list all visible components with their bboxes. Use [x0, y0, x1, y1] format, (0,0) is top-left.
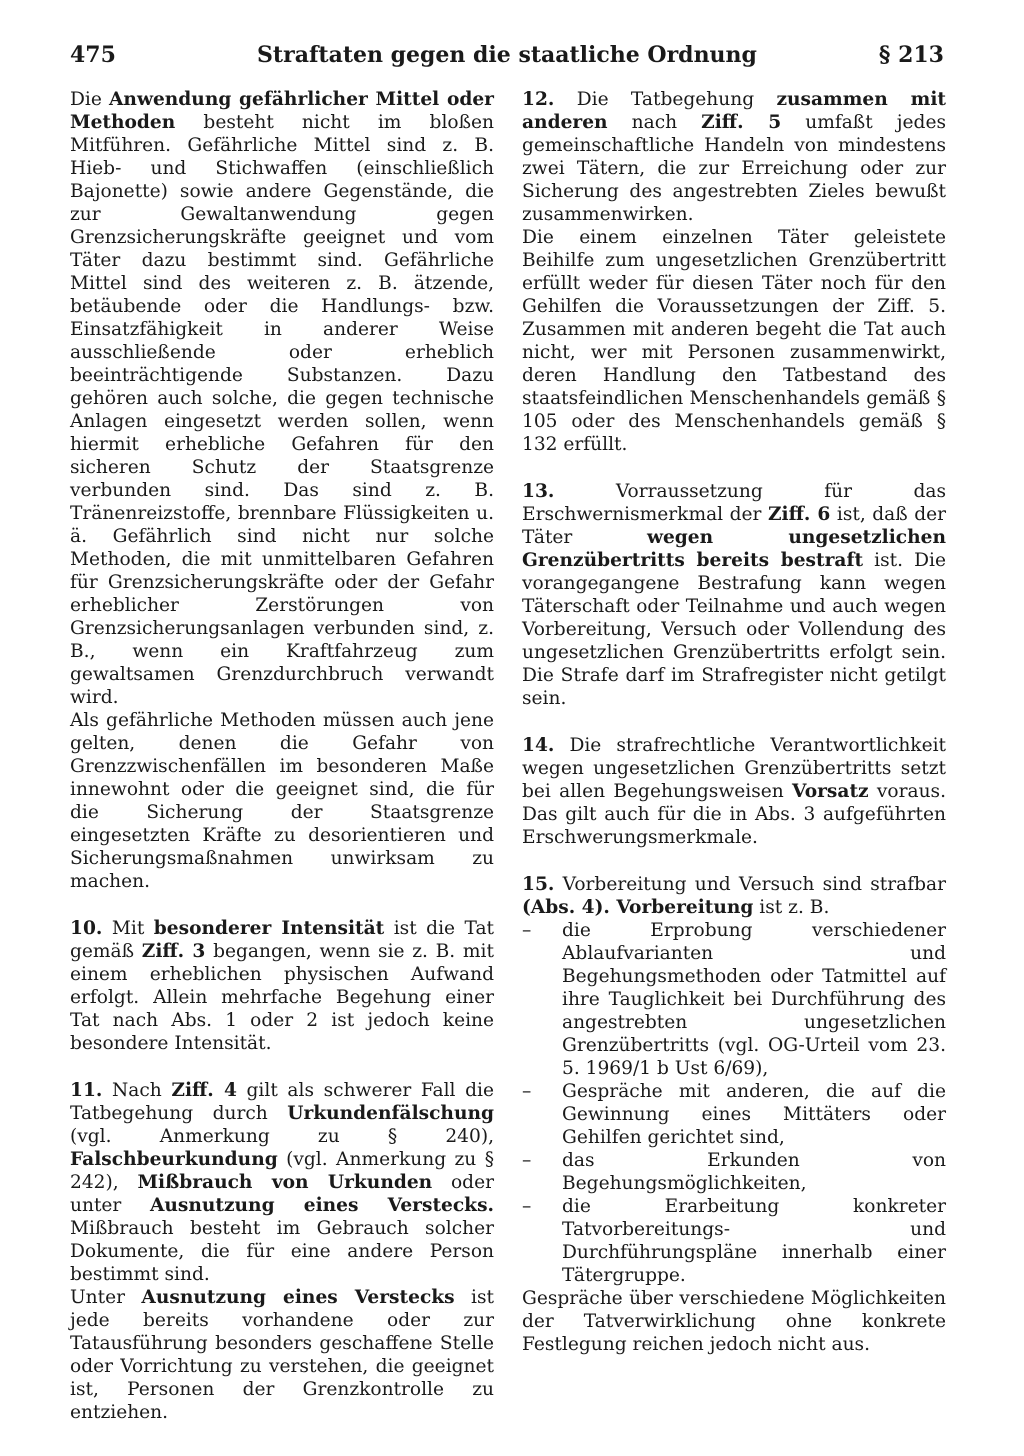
text-run: oder unter	[70, 1172, 494, 1216]
bold-term: Mißbrauch von Urkunden	[137, 1172, 433, 1193]
bold-term: (Abs. 4). Vorbereitung	[522, 897, 754, 918]
paragraph-number: 10.	[70, 918, 103, 939]
text-run: Mißbrauch besteht im Gebrauch solcher Dokumente, die für eine andere Person bestimmt sind.	[70, 1218, 494, 1285]
left-column	[70, 88, 494, 1424]
text-run: Vorbereitung und Versuch sind strafbar	[554, 874, 946, 895]
bold-term: Anwendung gefährlicher Mittel oder Methoden	[70, 89, 494, 133]
paragraph-14	[522, 734, 946, 849]
text-run: Mit	[102, 918, 154, 939]
paragraph-number: 11.	[70, 1080, 103, 1101]
paragraph-13	[522, 480, 946, 710]
paragraph-11	[70, 1079, 494, 1286]
paragraph-15-closing: Gespräche über verschiedene Möglichkeiten der Tatverwirklichung ohne konkrete Festlegung reichen jedoch nicht aus.	[522, 1288, 946, 1355]
text-run: umfaßt jedes gemeinschaftliche Handeln von mindestens zwei Tätern, die zur Erreichung oder zur Sicherung des angestrebten Zieles bewußt zusammenwirken.	[522, 112, 946, 225]
text-run: besteht nicht im bloßen Mitführen. Gefährliche Mittel sind z. B. Hieb- und Stichwaffen (einschließlich Bajonette) sowie andere Gegenstände, die zur Gewaltanwendung gegen Grenzsicherungskräfte geeignet und vom Täter dazu bestimmt sind. Gefährliche Mittel sind des weiteren z. B. ätzende, betäubende oder die Handlungs- bzw. Einsatzfähigkeit in anderer Weise ausschließende oder erheblich beeinträchtigende Substanzen. Dazu gehören auch solche, die gegen technische Anlagen eingesetzt werden sollen, wenn hiermit erhebliche Gefahren für den sicheren Schutz der Staatsgrenze verbunden sind. Das sind z. B. Tränenreizstoffe, brennbare Flüssigkeiten u. ä. Gefährlich sind nicht nur solche Methoden, die mit unmittelbaren Gefahren für Grenzsicherungskräfte oder der Gefahr erheblicher Zerstörungen von Grenzsicherungsanlagen verbunden sind, z. B., wenn ein Kraftfahrzeug zum gewaltsamen Grenzdurchbruch verwandt wird.	[70, 112, 494, 708]
dash-marker: –	[522, 1081, 532, 1102]
text-run: ist jede bereits vorhandene oder zur Tatausführung besonders geschaffene Stelle oder Vorrichtung zu verstehen, die geeignet ist, Personen der Grenzkontrolle zu entziehen.	[70, 1287, 494, 1423]
bold-term: wegen ungesetzlichen Grenzübertritts bereits bestraft	[522, 527, 946, 571]
paragraph-number: 14.	[522, 735, 555, 756]
paragraph-number: 15.	[522, 874, 555, 895]
text-run: ist die Tat gemäß	[70, 918, 495, 962]
text-run: (vgl. Anmerkung zu § 240),	[70, 1126, 494, 1147]
paragraph-number: 12.	[522, 89, 555, 110]
text-run: Die Tatbegehung	[554, 89, 777, 110]
dash-marker: –	[522, 1196, 532, 1217]
bold-term: Ziff. 6	[767, 504, 831, 525]
bold-term: Ziff. 4	[171, 1080, 237, 1101]
text-run: (vgl. Anmerkung zu § 242),	[70, 1149, 494, 1193]
paragraph-12	[522, 88, 946, 226]
paragraph-15	[522, 873, 946, 919]
bold-term: Ausnutzung eines Verstecks	[141, 1287, 455, 1308]
bold-term: besonderer Intensität	[153, 918, 385, 939]
text-run: gilt als schwerer Fall die Tatbegehung durch	[70, 1080, 494, 1124]
section-marker: § 213	[878, 42, 944, 68]
paragraph-11-hiding-place	[70, 1286, 494, 1424]
bold-term: Ausnutzung eines Verstecks.	[149, 1195, 495, 1216]
text-run: voraus. Das gilt auch für die in Abs. 3 aufgeführten Erschwerungsmerkmale.	[522, 781, 946, 848]
text-run: Vorraussetzung für das Erschwernismerkmal der	[522, 481, 946, 525]
text-run: nach	[607, 112, 702, 133]
list-item	[522, 1149, 946, 1195]
list-item-text: die Erprobung verschiedener Ablaufvarianten und Begehungsmethoden oder Tatmittel auf ihre Tauglichkeit bei Durchführung des angestrebten ungesetzlichen Grenzübertritts (vgl. OG-Urteil vom 23. 5. 1969/1 b Ust 6/69),	[562, 920, 946, 1079]
preparation-list	[522, 919, 946, 1287]
bold-term: Urkundenfälschung	[287, 1103, 494, 1124]
bold-term: Vorsatz	[792, 781, 869, 802]
list-item	[522, 919, 946, 1080]
text-run: Die	[70, 89, 109, 110]
text-run: Unter	[70, 1287, 142, 1308]
text-run: ist z. B.	[753, 897, 830, 918]
page-number: 475	[70, 42, 116, 68]
paragraph-12-aid: Die einem einzelnen Täter geleistete Beihilfe zum ungesetzlichen Grenzübertritt erfüllt weder für diesen Täter noch für den Gehilfen die Voraussetzungen der Ziff. 5. Zusammen mit anderen begeht die Tat auch nicht, wer mit Personen zusammenwirkt, deren Handlung den Tatbestand des staatsfeindlichen Menschenhandels gemäß § 105 oder des Menschenhandels gemäß § 132 erfüllt.	[522, 227, 946, 455]
text-run: ist, daß der Täter	[522, 504, 946, 548]
list-item-text: die Erarbeitung konkreter Tatvorbereitungs- und Durchführungspläne innerhalb einer Tätergruppe.	[562, 1196, 946, 1286]
bold-term: Ziff. 3	[141, 941, 206, 962]
bold-term: Ziff. 5	[701, 112, 782, 133]
paragraph-number: 13.	[522, 481, 555, 502]
text-run: begangen, wenn sie z. B. mit einem erheblichen physischen Aufwand erfolgt. Allein mehrfache Begehung einer Tat nach Abs. 1 oder 2 ist jedoch keine besondere Intensität.	[70, 941, 494, 1054]
text-run: ist. Die vorangegangene Bestrafung kann wegen Täterschaft oder Teilnahme und auch wegen Vorbereitung, Versuch oder Vollendung des ungesetzlichen Grenzübertritts erfolgt sein. Die Strafe darf im Strafregister nicht getilgt sein.	[522, 550, 946, 709]
list-item	[522, 1080, 946, 1149]
paragraph-10	[70, 917, 494, 1055]
dash-marker: –	[522, 920, 532, 941]
list-item	[522, 1195, 946, 1287]
text-run: Die strafrechtliche Verantwortlichkeit wegen ungesetzlichen Grenzübertritts setzt bei allen Begehungsweisen	[522, 735, 946, 802]
right-column	[522, 88, 946, 1356]
running-title: Straftaten gegen die staatliche Ordnung	[257, 42, 757, 68]
paragraph-dangerous-methods: Als gefährliche Methoden müssen auch jene gelten, denen die Gefahr von Grenzzwischenfällen im besonderen Maße innewohnt oder die geeignet sind, die für die Sicherung der Staatsgrenze eingesetzten Kräfte zu desorientieren und Sicherungsmaßnahmen unwirksam zu machen.	[70, 710, 494, 892]
text-run: Nach	[102, 1080, 172, 1101]
dash-marker: –	[522, 1150, 532, 1171]
list-item-text: das Erkunden von Begehungsmöglichkeiten,	[562, 1150, 946, 1194]
list-item-text: Gespräche mit anderen, die auf die Gewinnung eines Mittäters oder Gehilfen gerichtet sind,	[562, 1081, 946, 1148]
running-header	[70, 42, 944, 78]
bold-term: zusammen mit anderen	[522, 89, 946, 133]
paragraph-dangerous-means	[70, 88, 494, 709]
bold-term: Falschbeurkundung	[70, 1149, 278, 1170]
